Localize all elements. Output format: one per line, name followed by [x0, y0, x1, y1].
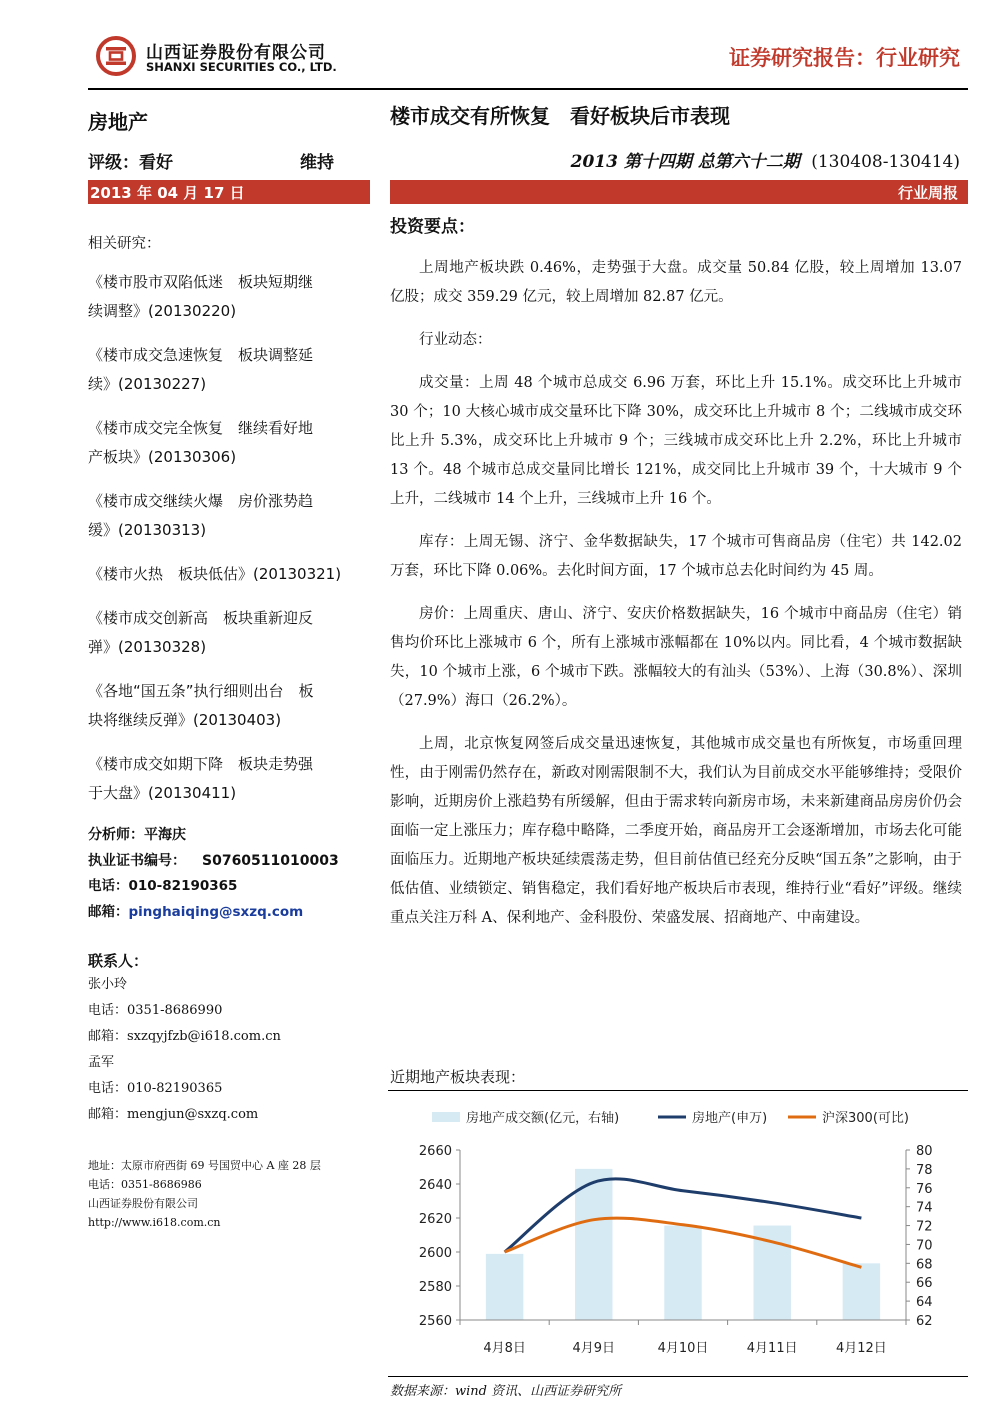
rating-change: 维持 — [300, 153, 334, 173]
company-name-en: SHANXI SECURITIES CO., LTD. — [146, 60, 337, 74]
x-tick-4: 4月11日 — [746, 1341, 798, 1356]
rating-label: 评级：看好 — [88, 153, 173, 173]
y-right-tick-6: 72 — [916, 1219, 933, 1235]
related-item-5-line-1[interactable]: 《楼市火热 板块低估》(20130321) — [88, 565, 342, 583]
related-item-8-line-1[interactable]: 《楼市成交如期下降 板块走势强 — [88, 755, 314, 773]
y-left-tick-6: 2660 — [418, 1144, 452, 1159]
related-item-1-line-1[interactable]: 《楼市股市双陷低迷 板块短期继 — [88, 273, 314, 291]
address-block — [88, 1156, 370, 1232]
analyst-cert-no: S0760511010003 — [202, 853, 339, 869]
y-right-tick-5: 70 — [916, 1238, 933, 1254]
analyst-tel — [88, 874, 237, 894]
related-item-6-line-1[interactable]: 《楼市成交创新高 板块重新迎反 — [88, 609, 314, 627]
contact-1-mail[interactable]: 邮箱：sxzqyjfzb@i618.com.cn — [88, 1029, 281, 1044]
bar-3 — [664, 1226, 701, 1320]
company-name-cn: 山西证券股份有限公司 — [146, 43, 326, 63]
related-item-7-line-1[interactable]: 《各地“国五条”执行细则出台 板 — [88, 682, 314, 700]
address-website[interactable]: http://www.i618.com.cn — [88, 1216, 221, 1229]
contact-2-tel: 电话：010-82190365 — [88, 1081, 223, 1096]
contacts-block — [88, 972, 370, 1128]
para-volume: 成交量：上周 48 个城市总成交 6.96 万套，环比上升 15.1%。成交环比上升城市 30 个；10 大核心城市成交量环比下降 30%，成交环比上升城市 8 个；二线城市成交环比上升 5.3%，成交环比上升城市 9 个；三线城市成交环比上升 2.2%，环比上升城市 13 个。48 个城市总成交量同比增长 121%，成交同比上升城市 39 个，十大城市 9 个上升，二线城市 14 个上升，三线城市上升 16 个。 — [390, 375, 962, 507]
related-item-4-line-1[interactable]: 《楼市成交继续火爆 房价涨势趋 — [88, 492, 314, 510]
para-price: 房价：上周重庆、唐山、济宁、安庆价格数据缺失，16 个城市中商品房（住宅）销售均价环比上涨城市 6 个，所有上涨城市涨幅都在 10%以内。同比看，4 个城市数据缺失，10 个城市上涨，6 个城市下跌。涨幅较大的有汕头（53%）、上海（30.8%）、深圳（27.9%）海口（26.2%）。 — [390, 606, 962, 709]
report-title: 楼市成交有所恢复 看好板块后市表现 — [390, 104, 730, 128]
weekly-bar — [390, 180, 968, 204]
y-left-tick-2: 2580 — [418, 1280, 452, 1295]
y-right-tick-2: 64 — [916, 1295, 933, 1311]
related-item-3-line-1[interactable]: 《楼市成交完全恢复 继续看好地 — [88, 419, 314, 437]
analyst-mail-link[interactable]: pinghaiqing@sxzq.com — [128, 904, 304, 920]
analyst-cert — [88, 850, 339, 870]
contacts-title: 联系人： — [88, 952, 149, 970]
y-right-tick-3: 66 — [916, 1276, 933, 1292]
y-right-tick-1: 62 — [916, 1314, 933, 1329]
analyst-mail — [88, 900, 303, 920]
contact-2-name: 孟军 — [88, 1055, 115, 1070]
address-company: 山西证券股份有限公司 — [88, 1197, 198, 1210]
y-right-tick-8: 76 — [916, 1181, 933, 1197]
bar-1 — [486, 1254, 523, 1320]
report-date: 2013 年 04 月 17 日 — [90, 184, 245, 202]
date-bar — [88, 180, 370, 204]
para-outlook: 上周，北京恢复网签后成交量迅速恢复，其他城市成交量也有所恢复，市场重回理性，由于刚需仍然存在，新政对刚需限制不大，我们认为目前成交水平能够维持；受限价影响，近期房价上涨趋势有所缓解，但由于需求转向新房市场，未来新建商品房房价仍会面临一定上涨压力；库存稳中略降，二季度开始，商品房开工会逐渐增加，市场去化可能面临压力。近期地产板块延续震荡走势，但目前估值已经充分反映“国五条”之影响，由于低估值、业绩锁定、销售稳定，我们看好地产板块后市表现，维持行业“看好”评级。继续重点关注万科 A、保利地产、金科股份、荣盛发展、招商地产、中南建设。 — [390, 736, 962, 926]
related-item-8-line-2[interactable]: 于大盘》(20130411) — [88, 784, 237, 802]
analyst-cert-label: 执业证书编号： — [88, 853, 186, 869]
analyst-mail-label: 邮箱： — [88, 904, 129, 920]
y-left-tick-3: 2600 — [418, 1246, 452, 1261]
contact-1-name: 张小玲 — [88, 977, 128, 992]
issue-line — [571, 147, 960, 172]
body-text — [390, 254, 962, 933]
x-tick-5: 4月12日 — [835, 1341, 887, 1356]
analyst-tel-value: 010-82190365 — [128, 878, 238, 894]
weekly-tag: 行业周报 — [897, 184, 958, 202]
y-right-tick-10: 80 — [916, 1144, 933, 1159]
contact-2-mail[interactable]: 邮箱：mengjun@sxzq.com — [88, 1107, 259, 1122]
contact-1-tel: 电话：0351-8686990 — [88, 1003, 223, 1018]
para-inventory: 库存：上周无锡、济宁、金华数据缺失，17 个城市可售商品房（住宅）共 142.02 万套，环比下降 0.06%。去化时间方面，17 个城市总去化时间约为 45 周。 — [390, 534, 962, 579]
related-item-7-line-2[interactable]: 块将继续反弹》(20130403) — [88, 711, 282, 729]
y-right-tick-4: 68 — [916, 1257, 933, 1273]
x-tick-1: 4月8日 — [483, 1341, 526, 1356]
analyst-name: 分析师：平海庆 — [88, 827, 186, 843]
chart-bottom-rule — [388, 1376, 968, 1377]
legend-label-2: 房地产(申万) — [692, 1111, 768, 1126]
y-right-tick-9: 78 — [916, 1162, 933, 1178]
bar-2 — [575, 1169, 612, 1320]
report-type: 证券研究报告：行业研究 — [729, 46, 960, 70]
issue-range: (130408-130414) — [811, 152, 960, 172]
industry-title: 房地产 — [88, 110, 148, 134]
address-line: 地址：太原市府西街 69 号国贸中心 A 座 28 层 — [88, 1159, 321, 1172]
para-industry-heading: 行业动态： — [419, 332, 492, 348]
related-item-3-line-2[interactable]: 产板块》(20130306) — [88, 448, 237, 466]
address-tel: 电话：0351-8686986 — [88, 1178, 202, 1191]
chart-top-rule — [388, 1090, 968, 1091]
key-points-heading: 投资要点： — [390, 217, 475, 237]
related-item-6-line-2[interactable]: 弹》(20130328) — [88, 638, 207, 656]
legend-label-3: 沪深300(可比) — [822, 1111, 909, 1126]
related-item-2-line-2[interactable]: 续》(20130227) — [88, 375, 207, 393]
analyst-tel-label: 电话： — [88, 878, 129, 894]
data-source: 数据来源：wind 资讯、山西证券研究所 — [390, 1384, 622, 1399]
issue-number: 2013 第十四期 总第六十二期 — [570, 152, 800, 172]
x-tick-3: 4月10日 — [657, 1341, 709, 1356]
sector-performance-chart — [388, 1094, 968, 1376]
header-rule — [88, 88, 968, 90]
related-item-2-line-1[interactable]: 《楼市成交急速恢复 板块调整延 — [88, 346, 314, 364]
related-title: 相关研究： — [88, 236, 161, 252]
related-item-4-line-2[interactable]: 缓》(20130313) — [88, 521, 207, 539]
x-tick-2: 4月9日 — [572, 1341, 616, 1356]
y-left-tick-4: 2620 — [418, 1212, 452, 1227]
legend-swatch-1 — [432, 1112, 460, 1122]
y-right-tick-7: 74 — [916, 1200, 933, 1216]
chart-caption: 近期地产板块表现： — [390, 1068, 526, 1086]
bar-5 — [843, 1263, 880, 1320]
y-left-tick-5: 2640 — [418, 1178, 452, 1193]
related-item-1-line-2[interactable]: 续调整》(20130220) — [88, 302, 237, 320]
y-left-tick-1: 2560 — [418, 1314, 452, 1329]
para-market: 上周地产板块跌 0.46%，走势强于大盘。成交量 50.84 亿股，较上周增加 13.07 亿股；成交 359.29 亿元，较上周增加 82.87 亿元。 — [390, 260, 962, 305]
legend-label-1: 房地产成交额(亿元，右轴) — [466, 1111, 620, 1126]
company-logo — [96, 36, 136, 76]
